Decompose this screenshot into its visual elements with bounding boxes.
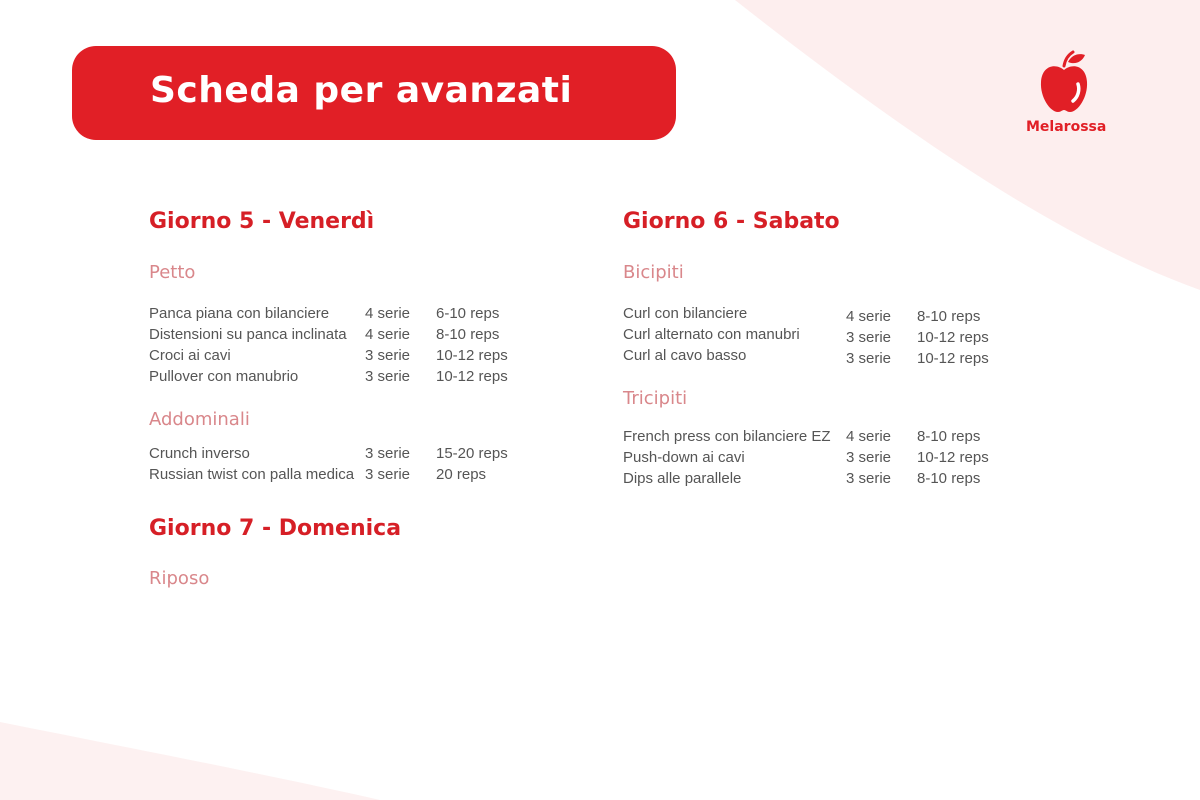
exercise-name: French press con bilanciere EZ: [623, 428, 831, 445]
exercise-reps: 10-12 reps: [917, 329, 989, 346]
exercise-name: Distensioni su panca inclinata: [149, 326, 347, 343]
exercise-sets: 4 serie: [365, 305, 411, 322]
group-title-petto: Petto: [149, 262, 196, 283]
page-title: Scheda per avanzati: [150, 70, 573, 111]
exercise-reps: 8-10 reps: [917, 470, 981, 487]
exercise-sets: 3 serie: [365, 368, 411, 385]
exercise-sets: 4 serie: [365, 326, 411, 343]
group-title-bicipiti: Bicipiti: [623, 262, 684, 283]
exercise-reps: 6-10 reps: [436, 305, 500, 322]
exercise-reps: 8-10 reps: [917, 308, 981, 325]
exercise-name: Dips alle parallele: [623, 470, 742, 487]
exercise-name: Pullover con manubrio: [149, 368, 299, 385]
exercise-reps: 8-10 reps: [436, 326, 500, 343]
exercise-name: Curl al cavo basso: [623, 347, 747, 364]
day-title-venerdi: Giorno 5 - Venerdì: [149, 209, 375, 234]
group-title-tricipiti: Tricipiti: [623, 388, 688, 409]
exercise-sets: 4 serie: [846, 308, 892, 325]
group-title-addominali: Addominali: [149, 409, 250, 430]
exercise-name: Crunch inverso: [149, 445, 250, 462]
exercise-reps: 10-12 reps: [436, 368, 508, 385]
brand-name: Melarossa: [1026, 119, 1107, 135]
exercise-reps: 10-12 reps: [917, 449, 989, 466]
exercise-reps: 10-12 reps: [917, 350, 989, 367]
exercise-sets: 3 serie: [365, 445, 411, 462]
rest-day-note: Riposo: [149, 568, 210, 589]
exercise-name: Curl con bilanciere: [623, 305, 748, 322]
exercise-sets: 3 serie: [365, 466, 411, 483]
day-title-sabato: Giorno 6 - Sabato: [623, 209, 840, 234]
brand-logo[interactable]: [1026, 50, 1106, 140]
exercise-name: Push-down ai cavi: [623, 449, 745, 466]
apple-icon: [1038, 50, 1090, 114]
exercise-reps: 8-10 reps: [917, 428, 981, 445]
exercise-name: Panca piana con bilanciere: [149, 305, 330, 322]
exercise-name: Croci ai cavi: [149, 347, 231, 364]
day-title-domenica: Giorno 7 - Domenica: [149, 516, 402, 541]
exercise-sets: 3 serie: [846, 350, 892, 367]
header-banner: [72, 46, 676, 140]
exercise-name: Russian twist con palla medica: [149, 466, 355, 483]
exercise-sets: 3 serie: [846, 329, 892, 346]
exercise-sets: 3 serie: [846, 449, 892, 466]
exercise-sets: 3 serie: [365, 347, 411, 364]
exercise-name: Curl alternato con manubri: [623, 326, 800, 343]
exercise-reps: 20 reps: [436, 466, 487, 483]
exercise-reps: 10-12 reps: [436, 347, 508, 364]
exercise-reps: 15-20 reps: [436, 445, 508, 462]
exercise-sets: 3 serie: [846, 470, 892, 487]
exercise-sets: 4 serie: [846, 428, 892, 445]
